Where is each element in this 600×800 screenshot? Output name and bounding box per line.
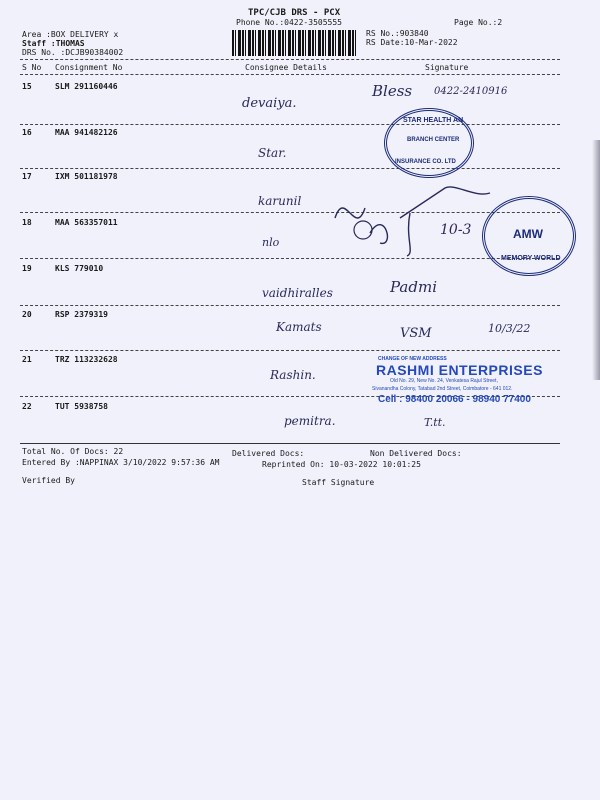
row-divider	[20, 168, 560, 169]
reprinted-on: Reprinted On: 10-03-2022 10:01:25	[262, 460, 421, 469]
row-consignment: TUT 5938758	[55, 402, 108, 411]
signature-handwriting: Padmi	[390, 278, 437, 296]
row-consignment: MAA 563357011	[55, 218, 118, 227]
row-sno: 16	[22, 128, 32, 137]
row-sno: 18	[22, 218, 32, 227]
consignee-handwriting: Rashin.	[270, 368, 316, 382]
header-rule-top	[20, 59, 560, 60]
non-delivered-docs: Non Delivered Docs:	[370, 449, 462, 458]
consignee-handwriting: karunil	[258, 194, 302, 208]
row-consignment: KLS 779010	[55, 264, 104, 273]
consignee-handwriting: Star.	[258, 146, 287, 160]
signature-handwriting: VSM	[400, 326, 432, 341]
staff-signature: Staff Signature	[302, 478, 375, 487]
phone-handwriting: 0422-2410916	[434, 86, 508, 97]
row-divider	[20, 258, 560, 259]
row-consignment: TRZ 113232628	[55, 355, 118, 364]
barcode	[232, 30, 358, 56]
consignee-handwriting: Kamats	[276, 320, 322, 334]
phone-number: Phone No.:0422-3505555	[236, 18, 342, 27]
page-number: Page No.:2	[454, 18, 503, 27]
signature-handwriting: Bless	[372, 82, 413, 100]
col-signature: Signature	[425, 63, 469, 72]
row-divider	[20, 124, 560, 125]
signature-handwriting: T.tt.	[424, 416, 446, 429]
staff-field: Staff :THOMAS	[22, 39, 85, 48]
row-consignment: RSP 2379319	[55, 310, 108, 319]
col-consignment: Consignment No	[55, 63, 123, 72]
col-consignee: Consignee Details	[245, 63, 327, 72]
row-sno: 22	[22, 402, 32, 411]
row-divider	[20, 350, 560, 351]
entered-by: Entered By :NAPPINAX 3/10/2022 9:57:36 AM	[22, 458, 220, 467]
delivered-docs: Delivered Docs:	[232, 449, 305, 458]
row-sno: 15	[22, 82, 32, 91]
star-health-stamp: STAR HEALTH AN BRANCH CENTER INSURANCE CO. LTD	[384, 108, 474, 178]
row-consignment: MAA 941482126	[55, 128, 118, 137]
consignee-handwriting: devaiya.	[242, 96, 297, 111]
report-title: TPC/CJB DRS - PCX	[248, 8, 341, 18]
signature-handwriting: 10-3	[440, 222, 472, 238]
rs-number: RS No.:903840	[366, 29, 429, 38]
table-bottom-rule	[20, 443, 560, 444]
row-consignment: SLM 291160446	[55, 82, 118, 91]
header-rule-bottom	[20, 74, 560, 75]
drs-number: DRS No. :DCJB90384002	[22, 48, 124, 57]
row-sno: 19	[22, 264, 32, 273]
rs-date: RS Date:10-Mar-2022	[366, 38, 458, 47]
date-handwriting: 10/3/22	[488, 322, 531, 335]
col-s-no: S No	[22, 63, 42, 72]
area-field: Area :BOX DELIVERY x	[22, 30, 119, 39]
row-divider	[20, 305, 560, 306]
consignee-handwriting: nlo	[262, 236, 280, 249]
row-consignment: IXM 501181978	[55, 172, 118, 181]
signature-scribble	[325, 178, 495, 258]
memory-world-stamp: AMW MEMORY WORLD	[482, 196, 576, 276]
row-sno: 17	[22, 172, 32, 181]
row-sno: 20	[22, 310, 32, 319]
row-sno: 21	[22, 355, 32, 364]
verified-by: Verified By	[22, 476, 75, 485]
consignee-handwriting: pemitra.	[284, 414, 336, 428]
total-docs: Total No. Of Docs: 22	[22, 447, 124, 456]
consignee-handwriting: vaidhiralles	[262, 286, 333, 300]
scan-edge-shadow	[592, 140, 600, 380]
